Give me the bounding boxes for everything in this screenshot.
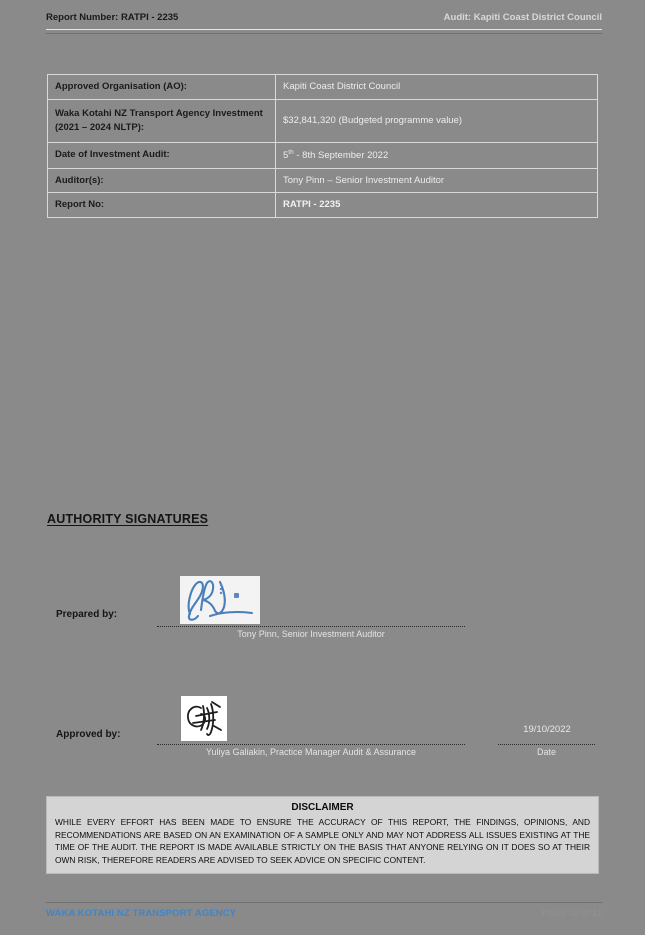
approval-date-label: Date — [536, 747, 556, 757]
approval-date-line — [498, 744, 595, 745]
approved-by-label: Approved by: — [56, 729, 121, 740]
header-divider — [46, 29, 602, 30]
approved-by-signature-line — [157, 744, 465, 745]
approved-by-name: Yuliya Galiakin, Practice Manager Audit & Assurance — [205, 747, 417, 757]
row-label-auditors: Auditor(s): — [48, 168, 276, 193]
row-value-report-no: RATPI - 2235 — [276, 193, 598, 218]
page-footer — [46, 906, 602, 926]
audit-date-day: 5 — [283, 149, 289, 161]
row-label-investment: Waka Kotahi NZ Transport Agency Investment (2021 – 2024 NLTP): — [48, 99, 276, 142]
row-value-investment: $32,841,320 (Budgeted programme value) — [276, 99, 598, 142]
table-row — [48, 99, 598, 142]
row-value-approved-organisation: Kapiti Coast District Council — [276, 75, 598, 100]
prepared-by-label: Prepared by: — [56, 609, 118, 620]
row-label-report-no: Report No: — [48, 193, 276, 218]
disclaimer-body: WHILE EVERY EFFORT HAS BEEN MADE TO ENSURE THE ACCURACY OF THIS REPORT, THE FINDINGS, OPINIONS, AND RECOMMENDATIONS ARE BASED ON AN EXAMINATION OF A SAMPLE ONLY AND MAY NOT ADDRESS ALL ISSUES EXISTING AT THE TIME OF THE AUDIT. THE REPORT IS MADE AVAILABLE STRICTLY ON THE BASIS THAT ANYONE RELYING ON IT DOES SO AT THEIR OWN RISK, THEREFORE READERS ARE ADVISED TO SEEK ADVICE ON SPECIFIC CONTENT. — [55, 817, 590, 865]
disclaimer-title: DISCLAIMER — [291, 802, 354, 813]
handwritten-signature-icon — [181, 696, 227, 741]
header-report-number: Report Number: RATPI - 2235 — [46, 12, 179, 23]
approval-date-value: 19/10/2022 — [523, 724, 571, 735]
table-row — [48, 193, 598, 218]
table-row — [48, 142, 598, 168]
row-label-approved-organisation: Approved Organisation (AO): — [48, 75, 276, 100]
prepared-by-name: Tony Pinn, Senior Investment Auditor — [237, 629, 385, 639]
handwritten-signature-icon — [180, 576, 260, 624]
authority-signatures-heading: AUTHORITY SIGNATURES — [47, 512, 209, 526]
table-row — [48, 168, 598, 193]
row-value-audit-date — [276, 142, 598, 168]
disclaimer-box — [46, 796, 599, 874]
audit-date-rest: - 8th September 2022 — [293, 149, 389, 161]
row-value-auditors: Tony Pinn – Senior Investment Auditor — [276, 168, 598, 193]
row-label-audit-date: Date of Investment Audit: — [48, 142, 276, 168]
audit-date-ordinal: th — [288, 148, 294, 156]
header-divider-shadow — [46, 33, 602, 34]
audit-info-table — [47, 74, 598, 218]
page-header — [46, 12, 602, 32]
footer-page-number: PAGE 10 of 11 — [541, 908, 602, 918]
header-audit-subject: Audit: Kapiti Coast District Council — [443, 12, 602, 23]
table-row — [48, 75, 598, 100]
footer-brand: WAKA KOTAHI NZ TRANSPORT AGENCY — [46, 908, 237, 919]
footer-divider — [46, 902, 602, 903]
prepared-by-signature-line — [157, 626, 465, 627]
